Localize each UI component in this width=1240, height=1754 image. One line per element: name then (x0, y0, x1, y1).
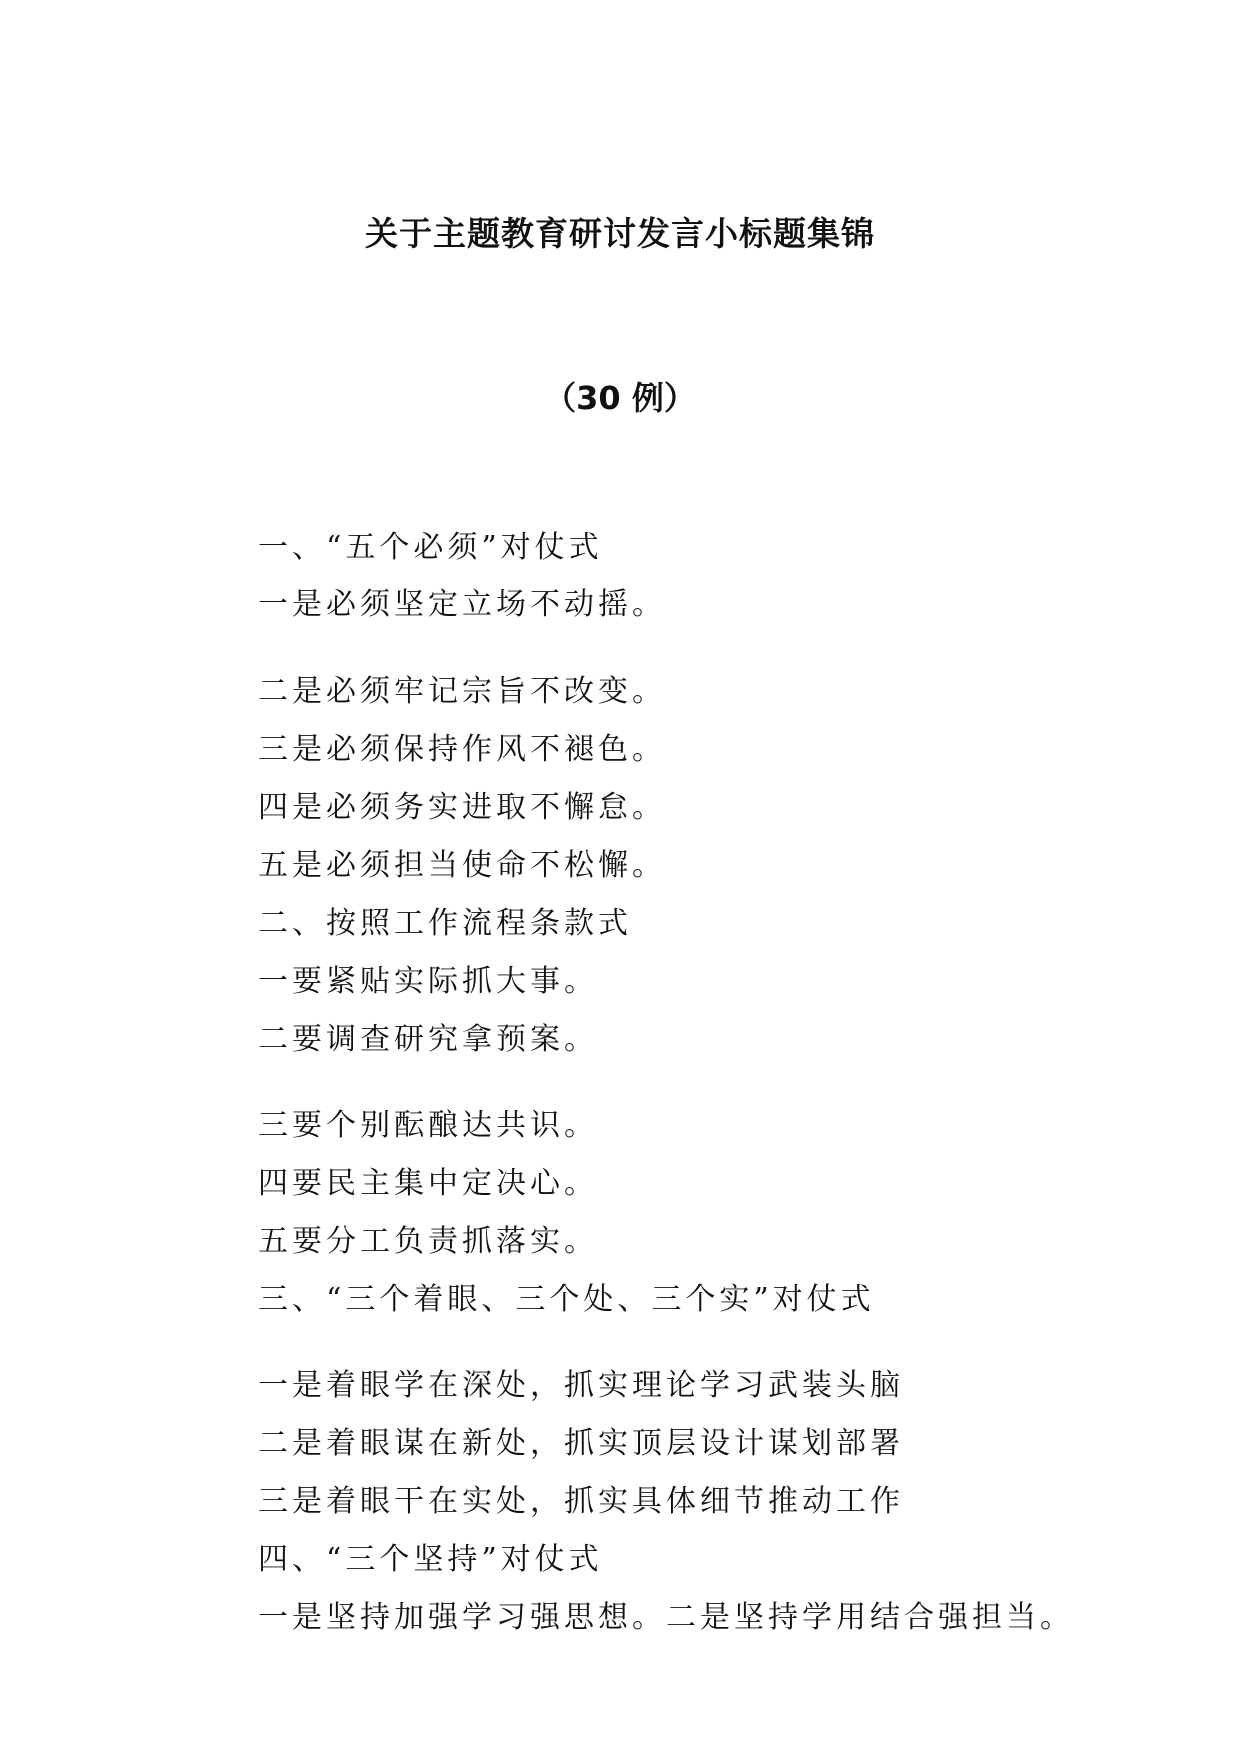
document-title: 关于主题教育研讨发言小标题集锦 (365, 214, 875, 253)
document-subtitle: （30 例） (544, 379, 696, 417)
list-item: 二要调查研究拿预案。 (258, 1022, 598, 1057)
list-item: 二是着眼谋在新处，抓实顶层设计谋划部署 (258, 1426, 904, 1461)
section-heading-4: 四、“三个坚持”对仗式 (258, 1542, 603, 1577)
list-item: 二是必须牢记宗旨不改变。 (258, 674, 666, 709)
list-item: 四是必须务实进取不懈怠。 (258, 790, 666, 825)
list-item: 一是着眼学在深处，抓实理论学习武装头脑 (258, 1368, 904, 1403)
list-item: 四要民主集中定决心。 (258, 1166, 598, 1201)
section-heading-2: 二、按照工作流程条款式 (258, 906, 632, 941)
list-item: 三是必须保持作风不褪色。 (258, 732, 666, 767)
list-item: 五是必须担当使命不松懈。 (258, 848, 666, 883)
list-item: 三是着眼干在实处，抓实具体细节推动工作 (258, 1484, 904, 1519)
list-item: 一是必须坚定立场不动摇。 (258, 587, 666, 622)
section-heading-3: 三、“三个着眼、三个处、三个实”对仗式 (258, 1282, 875, 1317)
list-item: 一要紧贴实际抓大事。 (258, 964, 598, 999)
list-item: 一是坚持加强学习强思想。二是坚持学用结合强担当。 (258, 1600, 1074, 1635)
list-item: 三要个别酝酿达共识。 (258, 1108, 598, 1143)
section-heading-1: 一、“五个必须”对仗式 (258, 530, 603, 565)
list-item: 五要分工负责抓落实。 (258, 1224, 598, 1259)
